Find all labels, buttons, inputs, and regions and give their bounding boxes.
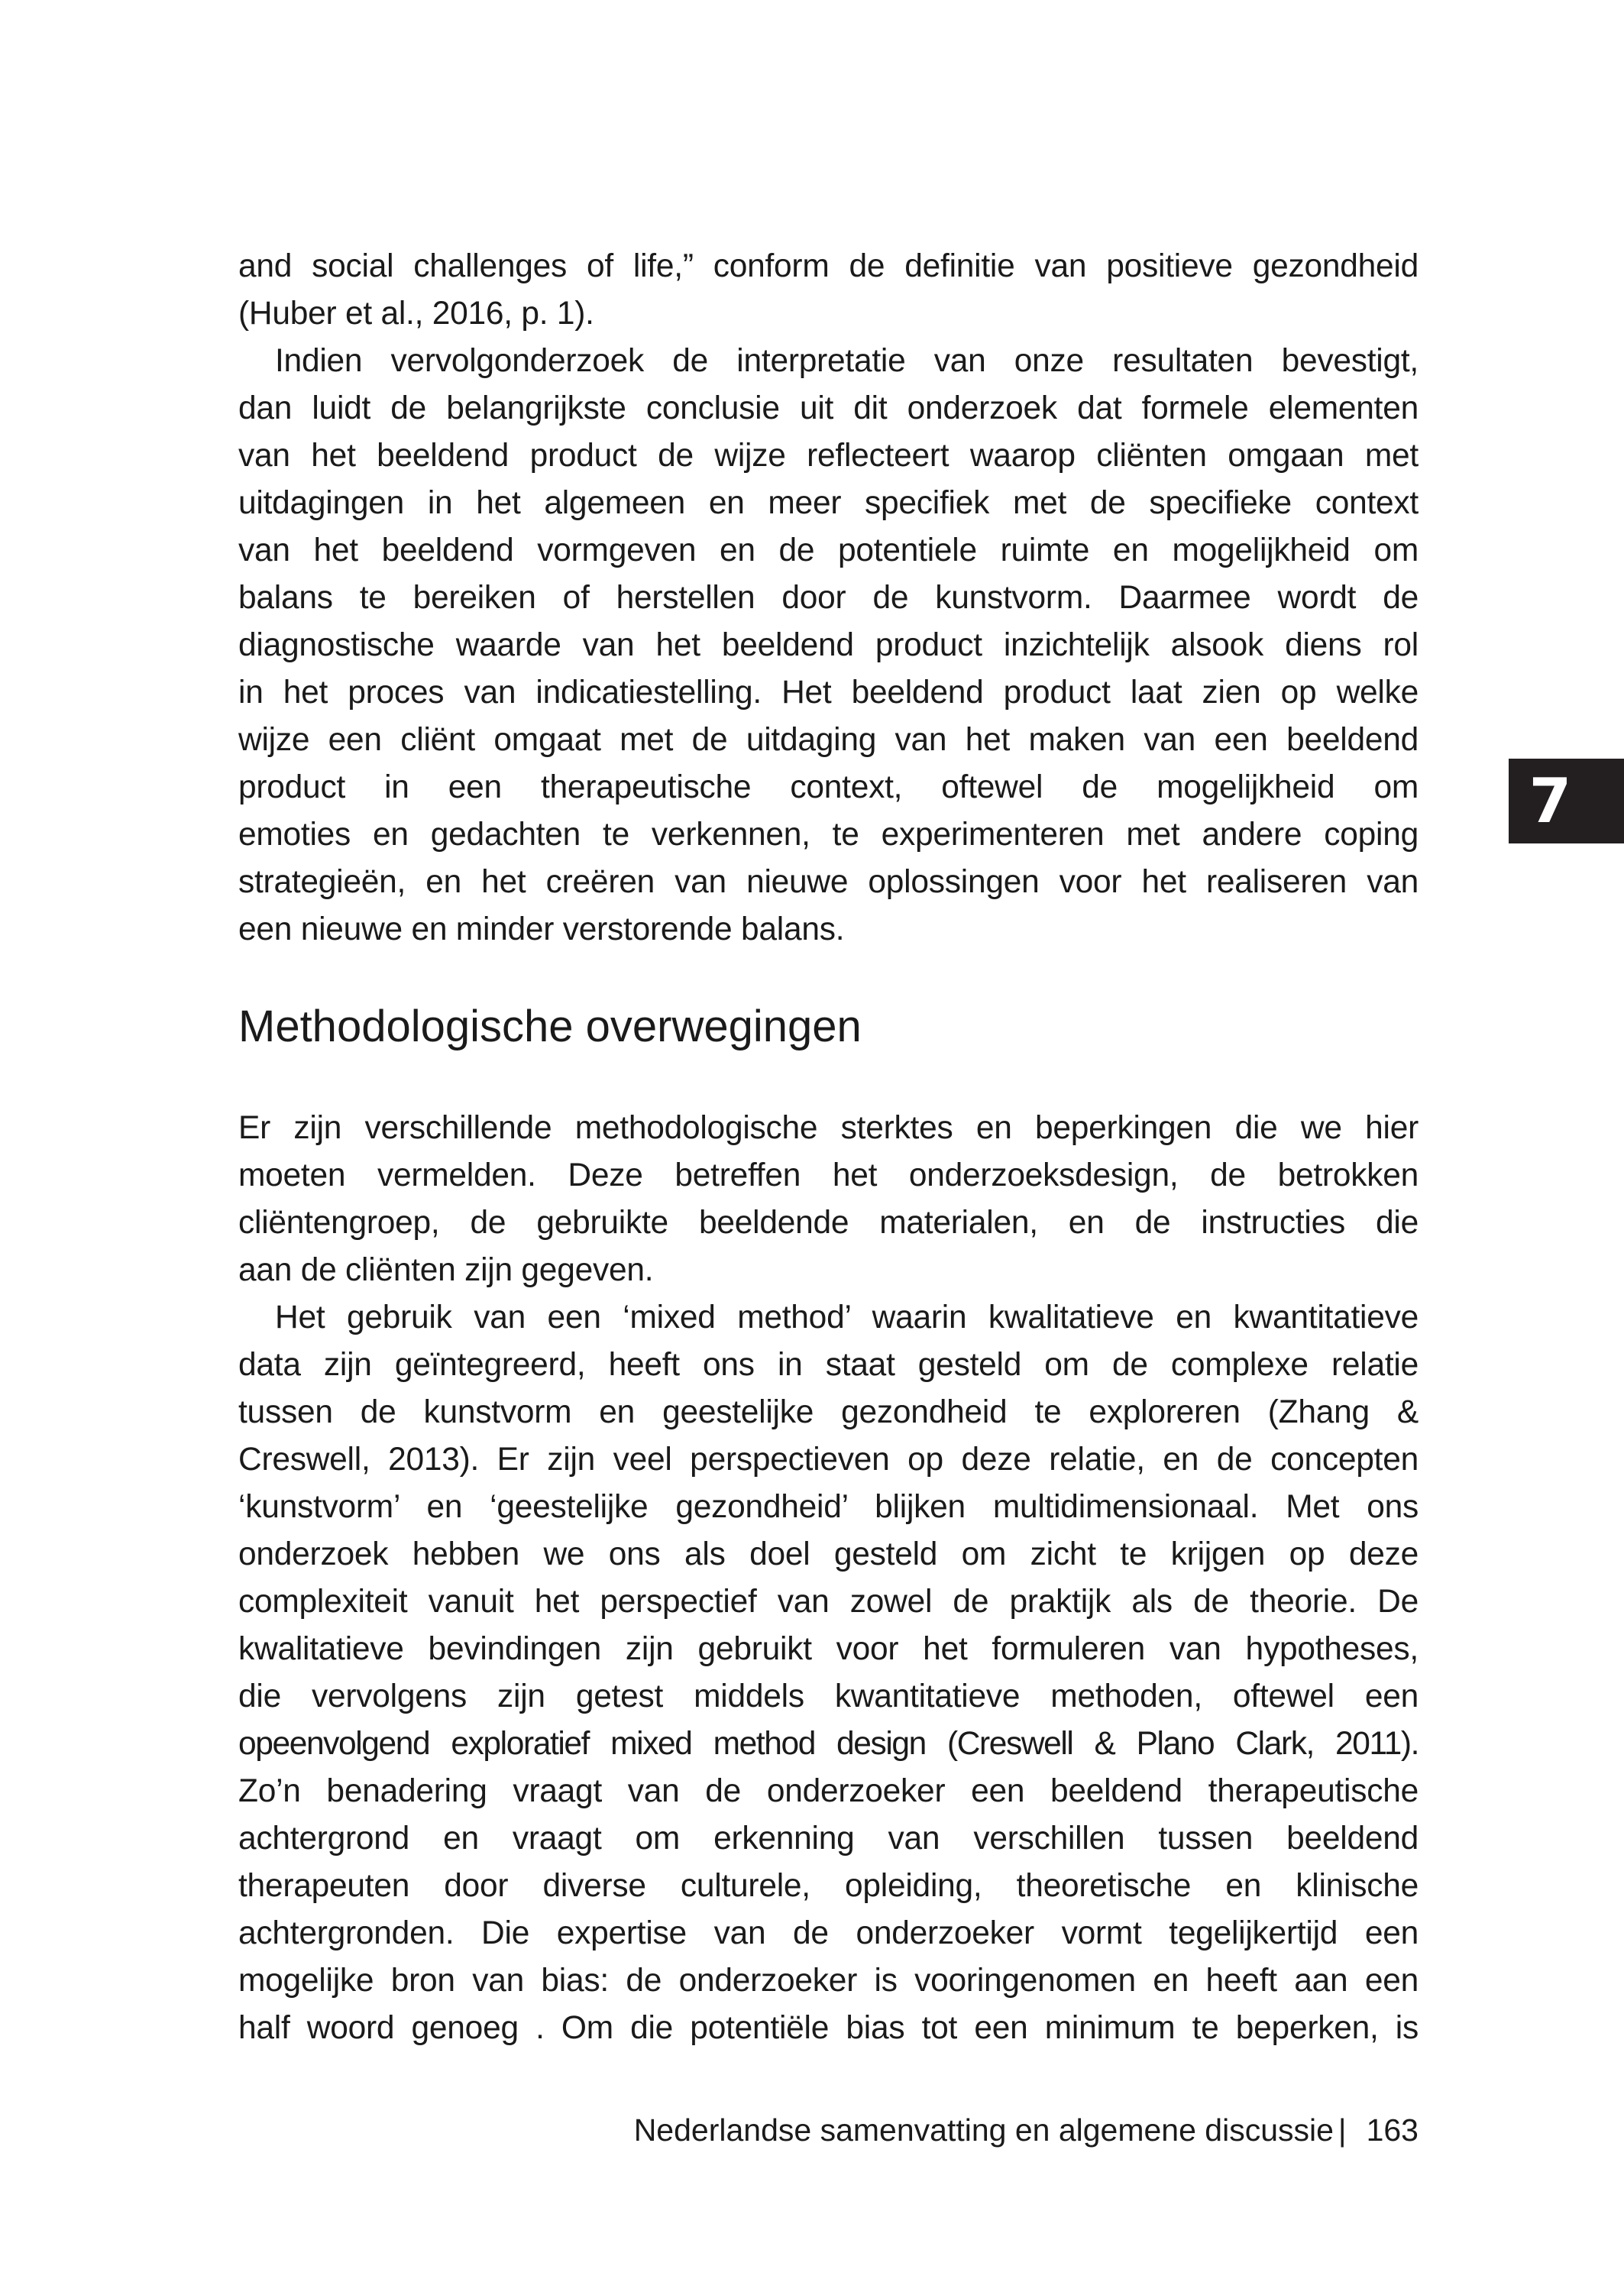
text-line: van het beeldend product de wijze reflecteert waarop cliënten omgaan met: [238, 438, 1419, 474]
text-line: emoties en gedachten te verkennen, te experimenteren met andere coping: [238, 817, 1419, 853]
section-heading: Methodologische overwegingen: [238, 1002, 862, 1051]
text-line: opeenvolgend exploratief mixed method design (Creswell & Plano Clark, 2011).: [238, 1726, 1419, 1762]
paragraph-1: [238, 243, 1419, 338]
running-title: Nederlandse samenvatting en algemene discussie: [633, 2112, 1334, 2148]
text-line: een nieuwe en minder verstorende balans.: [238, 911, 845, 947]
text-line: complexiteit vanuit het perspectief van zowel de praktijk als de theorie. De: [238, 1584, 1419, 1620]
text-line: (Huber et al., 2016, p. 1).: [238, 296, 594, 332]
text-line: therapeuten door diverse culturele, opleiding, theoretische en klinische: [238, 1868, 1419, 1904]
text-line: Indien vervolgonderzoek de interpretatie van onze resultaten bevestigt,: [275, 343, 1419, 379]
text-line: and social challenges of life,” conform de definitie van positieve gezondheid: [238, 248, 1419, 284]
text-line: cliëntengroep, de gebruikte beeldende materialen, en de instructies die: [238, 1205, 1419, 1241]
text-line: kwalitatieve bevindingen zijn gebruikt voor het formuleren van hypotheses,: [238, 1631, 1419, 1667]
text-line: mogelijke bron van bias: de onderzoeker is vooringenomen en heeft aan een: [238, 1963, 1419, 1999]
text-line: half woord genoeg . Om die potentiële bias tot een minimum te beperken, is: [238, 2010, 1419, 2046]
page-number: 163: [1366, 2112, 1419, 2148]
text-line: Er zijn verschillende methodologische sterktes en beperkingen die we hier: [238, 1110, 1419, 1146]
text-line: achtergrond en vraagt om erkenning van verschillen tussen beeldend: [238, 1821, 1419, 1857]
text-line: strategieën, en het creëren van nieuwe oplossingen voor het realiseren van: [238, 864, 1419, 900]
footer-separator: |: [1338, 2112, 1347, 2148]
paragraph-2: [238, 338, 1419, 953]
body-text: [238, 243, 1419, 2052]
text-line: onderzoek hebben we ons als doel gesteld om zicht te krijgen op deze: [238, 1536, 1419, 1572]
text-line: wijze een cliënt omgaat met de uitdaging van het maken van een beeldend: [238, 722, 1419, 758]
paragraph-3: [238, 1105, 1419, 1294]
text-line: diagnostische waarde van het beeldend product inzichtelijk alsook diens rol: [238, 627, 1419, 663]
text-line: ‘kunstvorm’ en ‘geestelijke gezondheid’ blijken multidimensionaal. Met ons: [238, 1489, 1419, 1525]
paragraph-4: [238, 1294, 1419, 2052]
text-line: die vervolgens zijn getest middels kwantitatieve methoden, oftewel een: [238, 1679, 1419, 1714]
text-line: achtergronden. Die expertise van de onderzoeker vormt tegelijkertijd een: [238, 1915, 1419, 1951]
text-line: Creswell, 2013). Er zijn veel perspectieven op deze relatie, en de concepten: [238, 1442, 1419, 1478]
chapter-tab: 7: [1509, 759, 1624, 843]
text-line: data zijn geïntegreerd, heeft ons in staat gesteld om de complexe relatie: [238, 1347, 1419, 1383]
text-line: balans te bereiken of herstellen door de kunstvorm. Daarmee wordt de: [238, 580, 1419, 616]
page-footer: [634, 2107, 1419, 2153]
text-line: van het beeldend vormgeven en de potentiele ruimte en mogelijkheid om: [238, 533, 1419, 568]
text-line: dan luidt de belangrijkste conclusie uit dit onderzoek dat formele elementen: [238, 390, 1419, 426]
text-line: Zo’n benadering vraagt van de onderzoeker een beeldend therapeutische: [238, 1773, 1419, 1809]
text-line: tussen de kunstvorm en geestelijke gezondheid te exploreren (Zhang &: [238, 1394, 1419, 1430]
text-line: product in een therapeutische context, oftewel de mogelijkheid om: [238, 769, 1419, 805]
text-line: moeten vermelden. Deze betreffen het onderzoeksdesign, de betrokken: [238, 1157, 1419, 1193]
text-line: uitdagingen in het algemeen en meer specifiek met de specifieke context: [238, 485, 1419, 521]
text-line: aan de cliënten zijn gegeven.: [238, 1252, 654, 1288]
text-line: Het gebruik van een ‘mixed method’ waarin kwalitatieve en kwantitatieve: [275, 1300, 1419, 1335]
text-line: in het proces van indicatiestelling. Het beeldend product laat zien op welke: [238, 675, 1419, 711]
